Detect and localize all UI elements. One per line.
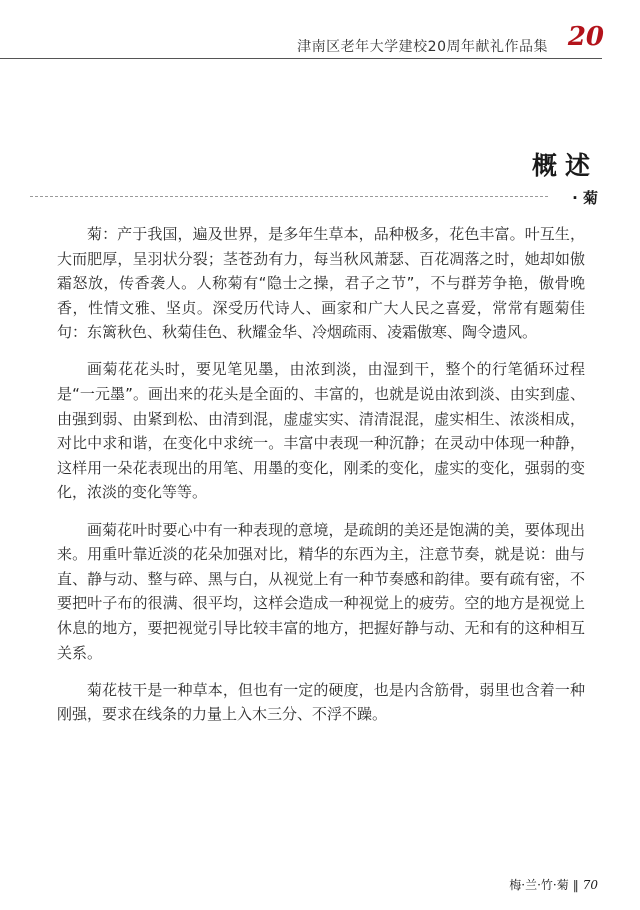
page-header [0,0,640,62]
footer-separator: ‖ [572,878,579,892]
header-divider [0,58,602,59]
section-title: 概述 [531,151,598,180]
anniversary-logo: 20 [567,22,604,52]
paragraph: 菊：产于我国，遍及世界，是多年生草本，品种极多，花色丰富。叶互生，大而肥厚，呈羽状分裂；茎苍劲有力，每当秋风萧瑟、百花凋落之时，她却如傲霜怒放，传香袭人。人称菊有“隐士之操，君子之节”，不与群芳争艳，傲骨晚香，性情文雅、坚贞。深受历代诗人、画家和广大人民之喜爱，常常有题菊佳句：东篱秋色、秋菊佳色、秋耀金华、冷烟疏雨、凌霜傲寒、陶令遗风。 [57,225,585,342]
subtitle-divider [30,196,548,197]
paragraph: 菊花枝干是一种草本，但也有一定的硬度，也是内含筋骨，弱里也含着一种刚强，要求在线条的力量上入木三分、不浮不躁。 [57,680,585,724]
paragraph: 画菊花叶时要心中有一种表现的意境，是疏朗的美还是饱满的美，要体现出来。用重叶靠近淡的花朵加强对比，精华的东西为主，注意节奏，就是说：曲与直、静与动、整与碎、黑与白，从视觉上有一种节奏感和韵律。要有疏有密，不要把叶子布的很满、很平均，这样会造成一种视觉上的疲劳。空的地方是视觉上休息的地方，要把视觉引导比较丰富的地方，把握好静与动、无和有的这种相互关系。 [57,520,585,662]
book-section-name: 梅·兰·竹·菊 [509,878,569,892]
header-title: 津南区老年大学建校20周年献礼作品集 [297,39,548,55]
paragraph: 画菊花花头时，要见笔见墨，由浓到淡，由湿到干，整个的行笔循环过程是“一元墨”。画出来的花头是全面的、丰富的，也就是说由浓到淡、由实到虚、由强到弱、由紧到松、由清到混，虚虚实实、清清混混，虚实相生、浓淡相成，对比中求和谐，在变化中求统一。丰富中表现一种沉静；在灵动中体现一种静，这样用一朵花表现出的用笔、用墨的变化，刚柔的变化，虚实的变化，强弱的变化，浓淡的变化等等。 [57,360,585,502]
article-body [57,222,585,739]
section-subtitle: · 菊 [572,189,598,207]
page-footer [509,876,598,893]
page-number: 70 [582,878,598,892]
